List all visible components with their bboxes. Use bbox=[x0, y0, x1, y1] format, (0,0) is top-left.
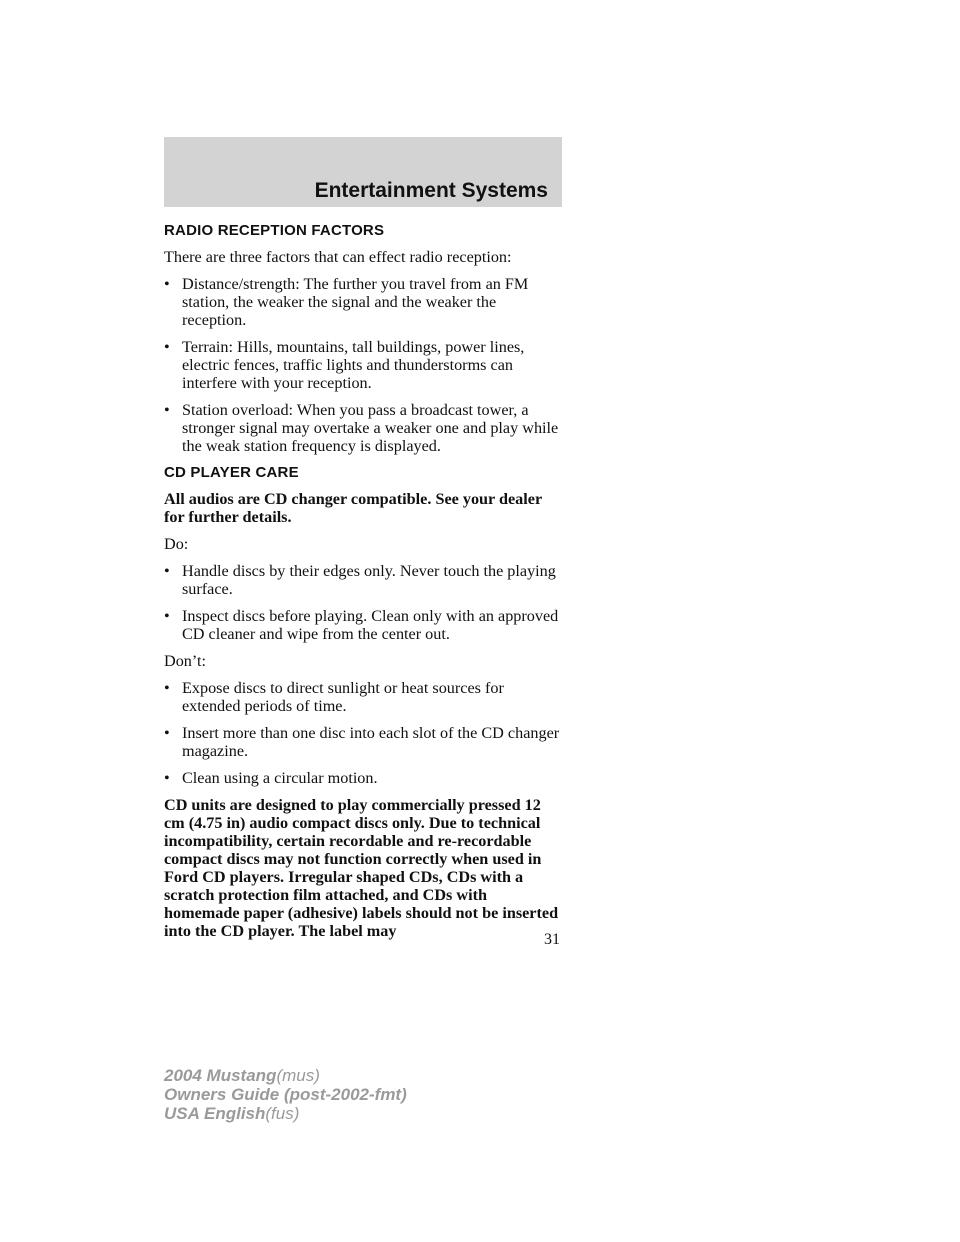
footer-guide: Owners Guide (post-2002-fmt) bbox=[164, 1085, 407, 1104]
list-item bbox=[164, 562, 564, 598]
radio-reception-heading: RADIO RECEPTION FACTORS bbox=[164, 222, 385, 239]
list-item-text: Clean using a circular motion. bbox=[182, 769, 378, 787]
list-item-text: Expose discs to direct sunlight or heat sources for extended periods of time. bbox=[182, 679, 504, 715]
list-item bbox=[164, 607, 564, 643]
page-content bbox=[164, 216, 564, 949]
do-list bbox=[164, 562, 564, 643]
list-item bbox=[164, 679, 564, 715]
do-label: Do: bbox=[164, 535, 189, 553]
bullet-icon: • bbox=[164, 338, 170, 356]
bullet-icon: • bbox=[164, 769, 170, 787]
list-item-text: Handle discs by their edges only. Never touch the playing surface. bbox=[182, 562, 556, 598]
footer-language-code: (fus) bbox=[265, 1104, 300, 1123]
list-item-text: Distance/strength: The further you travel from an FM station, the weaker the signal and the weaker the reception. bbox=[182, 275, 529, 329]
list-item-text: Terrain: Hills, mountains, tall buildings, power lines, electric fences, traffic lights and thunderstorms can interfere with your reception. bbox=[182, 338, 525, 392]
document-footer bbox=[164, 1066, 407, 1123]
list-item-text: Inspect discs before playing. Clean only with an approved CD cleaner and wipe from the center out. bbox=[182, 607, 559, 643]
footer-language: USA English bbox=[164, 1104, 266, 1123]
list-item bbox=[164, 724, 564, 760]
bullet-icon: • bbox=[164, 562, 170, 580]
cd-care-heading: CD PLAYER CARE bbox=[164, 464, 299, 481]
bullet-icon: • bbox=[164, 401, 170, 419]
cd-compat-note: All audios are CD changer compatible. See your dealer for further details. bbox=[164, 490, 542, 526]
bullet-icon: • bbox=[164, 607, 170, 625]
radio-intro: There are three factors that can effect radio reception: bbox=[164, 248, 512, 266]
section-header-band bbox=[164, 137, 562, 207]
list-item-text: Insert more than one disc into each slot of the CD changer magazine. bbox=[182, 724, 560, 760]
radio-factors-list bbox=[164, 275, 564, 455]
list-item-text: Station overload: When you pass a broadcast tower, a stronger signal may overtake a weaker one and play while the weak station frequency is displayed. bbox=[182, 401, 559, 455]
footer-model: 2004 Mustang bbox=[164, 1066, 277, 1085]
section-title: Entertainment Systems bbox=[314, 179, 548, 202]
footer-line-language bbox=[164, 1104, 407, 1123]
bullet-icon: • bbox=[164, 724, 170, 742]
list-item bbox=[164, 401, 564, 455]
list-item bbox=[164, 769, 564, 787]
list-item bbox=[164, 338, 564, 392]
cd-compatibility-paragraph: CD units are designed to play commercially pressed 12 cm (4.75 in) audio compact discs only. Due to technical incompatibility, certain recordable and re-recordable compact discs may not function correctly when used in Ford CD players. Irregular shaped CDs, CDs with a scratch protection film attached, and CDs with homemade paper (adhesive) labels should not be inserted into the CD player. The label may bbox=[164, 796, 559, 940]
dont-label: Don’t: bbox=[164, 652, 206, 670]
footer-model-code: (mus) bbox=[276, 1066, 320, 1085]
bullet-icon: • bbox=[164, 679, 170, 697]
bullet-icon: • bbox=[164, 275, 170, 293]
dont-list bbox=[164, 679, 564, 787]
footer-line-model bbox=[164, 1066, 407, 1085]
list-item bbox=[164, 275, 564, 329]
page-number: 31 bbox=[544, 931, 560, 948]
